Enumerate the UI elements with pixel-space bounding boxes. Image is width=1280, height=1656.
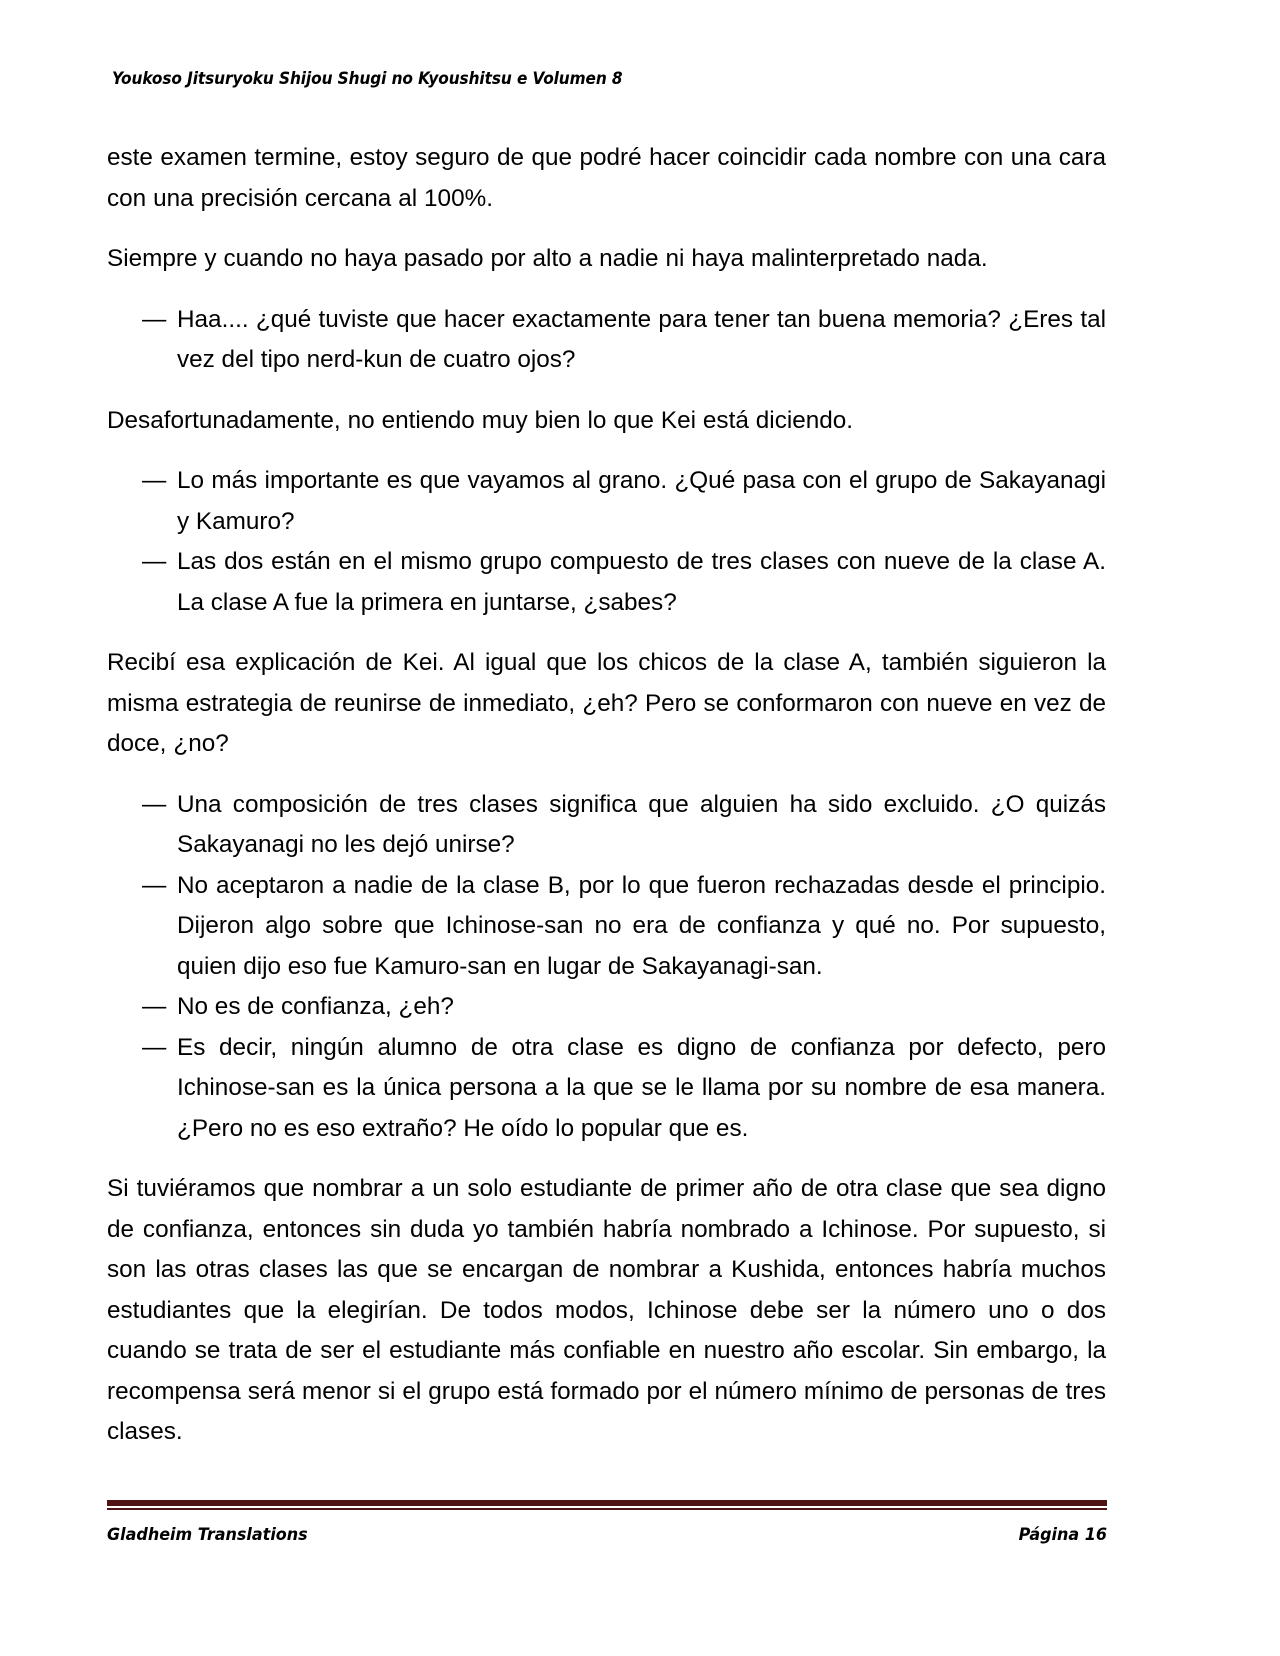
footer-translator-credit: Gladheim Translations bbox=[107, 1525, 308, 1545]
footer-divider bbox=[107, 1500, 1107, 1510]
dialogue-line bbox=[142, 1028, 1106, 1150]
dialogue-line bbox=[142, 461, 1106, 542]
body-paragraph: Siempre y cuando no haya pasado por alto a nadie ni haya malinterpretado nada. bbox=[107, 245, 988, 272]
footer-rule-thin bbox=[107, 1508, 1107, 1510]
dialogue-text: No aceptaron a nadie de la clase B, por lo que fueron rechazadas desde el principio. Dijeron algo sobre que Ichinose-san no era de confianza y qué no. Por supuesto, quien dijo eso fue Kamuro-san en lugar de Sakayanagi-san. bbox=[177, 871, 1106, 980]
dialogue-line bbox=[142, 300, 1106, 381]
page-footer bbox=[107, 1500, 1107, 1547]
dialogue-line bbox=[142, 866, 1106, 988]
dialogue-text: Es decir, ningún alumno de otra clase es digno de confianza por defecto, pero Ichinose-san es la única persona a la que se le llama por su nombre de esa manera. ¿Pero no es eso extraño? He oído lo popular que es. bbox=[177, 1033, 1106, 1142]
page-header bbox=[112, 68, 1107, 94]
dialogue-text: Haa.... ¿qué tuviste que hacer exactamente para tener tan buena memoria? ¿Eres tal vez del tipo nerd-kun de cuatro ojos? bbox=[177, 305, 1106, 373]
body-paragraph: Recibí esa explicación de Kei. Al igual que los chicos de la clase A, también siguieron la misma estrategia de reunirse de inmediato, ¿eh? Pero se conformaron con nueve en vez de doce, ¿no? bbox=[107, 649, 1106, 757]
em-dash-marker: — bbox=[142, 305, 167, 333]
footer-rule-thick bbox=[107, 1500, 1107, 1506]
em-dash-marker: — bbox=[142, 871, 167, 899]
dialogue-line bbox=[142, 542, 1106, 623]
dialogue-text: Una composición de tres clases significa que alguien ha sido excluido. ¿O quizás Sakayanagi no les dejó unirse? bbox=[177, 790, 1106, 858]
dialogue-text: Lo más importante es que vayamos al grano. ¿Qué pasa con el grupo de Sakayanagi y Kamuro? bbox=[177, 467, 1106, 535]
body-paragraph: Desafortunadamente, no entiendo muy bien lo que Kei está diciendo. bbox=[107, 406, 854, 434]
dialogue-line bbox=[142, 785, 1106, 866]
dialogue-text: No es de confianza, ¿eh? bbox=[177, 993, 454, 1020]
document-body bbox=[107, 138, 1106, 1453]
dialogue-list bbox=[107, 461, 1106, 623]
dialogue-line bbox=[142, 987, 1106, 1028]
page-number: Página 16 bbox=[1018, 1525, 1107, 1545]
dialogue-list bbox=[107, 785, 1106, 1150]
em-dash-marker: — bbox=[142, 993, 167, 1020]
em-dash-marker: — bbox=[142, 790, 167, 818]
em-dash-marker: — bbox=[142, 1033, 167, 1061]
dialogue-text: Las dos están en el mismo grupo compuesto de tres clases con nueve de la clase A. La clase A fue la primera en juntarse, ¿sabes? bbox=[177, 548, 1106, 616]
dialogue-list bbox=[107, 300, 1106, 381]
header-title: Youkoso Jitsuryoku Shijou Shugi no Kyoushitsu e Volumen 8 bbox=[112, 69, 623, 88]
em-dash-marker: — bbox=[142, 548, 167, 575]
footer-row bbox=[107, 1523, 1107, 1547]
em-dash-marker: — bbox=[142, 467, 167, 494]
body-paragraph: Si tuviéramos que nombrar a un solo estudiante de primer año de otra clase que sea digno de confianza, entonces sin duda yo también habría nombrado a Ichinose. Por supuesto, si son las otras clases las que se encargan de nombrar a Kushida, entonces habría muchos estudiantes que la elegirían. De todos modos, Ichinose debe ser la número uno o dos cuando se trata de ser el estudiante más confiable en nuestro año escolar. Sin embargo, la recompensa será menor si el grupo está formado por el número mínimo de personas de tres clases. bbox=[107, 1175, 1106, 1445]
body-paragraph: este examen termine, estoy seguro de que podré hacer coincidir cada nombre con una cara con una precisión cercana al 100%. bbox=[107, 144, 1106, 212]
